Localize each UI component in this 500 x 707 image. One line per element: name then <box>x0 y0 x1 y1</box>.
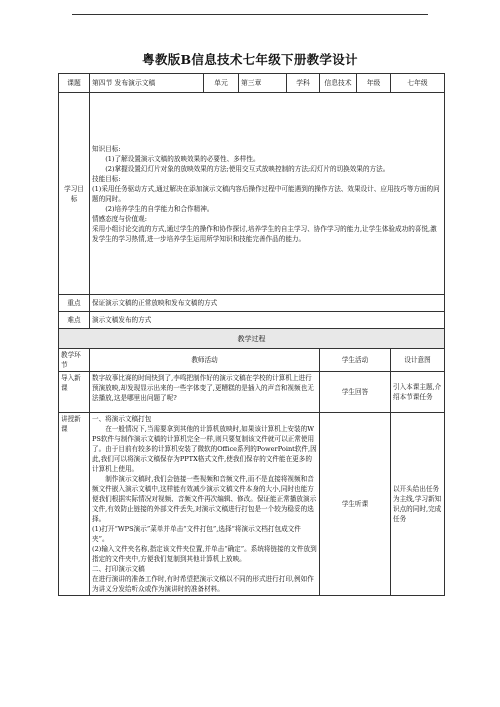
student-cell: 学生听课 <box>320 413 391 596</box>
objective-line: (2)掌握设置幻灯片对象的放映效果的方法;使用交互式放映控制的方法;幻灯片的切换效果的方法。 <box>105 164 390 173</box>
difficulty-label: 难点 <box>59 312 90 329</box>
key-point-value: 保证演示文稿的正常放映和发布文稿的方式 <box>90 295 445 312</box>
process-columns-row <box>59 349 445 372</box>
teacher-text: (1)打开“WPS演示”菜单并单击“文件打包”,选择“将演示文档打包成文件夹”。 <box>92 525 301 543</box>
column-intent: 设计意图 <box>391 349 445 372</box>
lesson-plan-table <box>58 73 445 596</box>
teacher-cell <box>90 413 320 596</box>
lesson-label: 课题 <box>59 74 90 93</box>
process-heading: 教学过程 <box>59 329 445 349</box>
key-point-label: 重点 <box>59 295 90 312</box>
lesson-value: 第四节 发布演示文稿 <box>90 74 204 93</box>
teacher-text: 在一般情况下,当需要拿到其他的计算机放映时,如果该计算机上安装的WPS软件与制作演示文稿的计算机完全一样,则只要复制该文件就可以正常使用了。由于目前有较多的计算机安装了微软的Office系列的PowerPoint软件,因此,我们可以将演示文稿保存为PPTX格式文件,使我们保存的文件能在更多的计算机上使用。 <box>92 425 317 473</box>
process-row-new <box>59 413 445 596</box>
document-title: 粤教版B信息技术七年级下册教学设计 <box>142 52 358 67</box>
unit-value: 第三章 <box>239 74 287 93</box>
objective-line: 知识目标: <box>92 144 121 153</box>
teacher-text: 数字故事比赛的时间快到了,李鸣把制作好的演示文稿在学校的计算机上进行预演放映,却发现显示出来的一些字体变了,更糟糕的是插入的声音和视频也无法播放,这是哪里出问题了呢? <box>92 374 314 402</box>
grade-label: 年级 <box>357 74 391 93</box>
objective-line: (1)采用任务驱动方式,通过解决在添加演示文稿内容后操作过程中可能遇到的操作方法、效果设计、应用技巧等方面的问题的同时。 <box>92 184 440 203</box>
teacher-text: 制作演示文稿时,我们会链接一些视频和音频文件,而不是直接将视频和音频文件嵌入演示文稿中,这样能有效减少演示文稿文件本身的大小,同时也能方便我们根据实际情况对视频、音频文件再次编辑、修改。保证能正常播放演示文件,有效防止链接的外部文件丢失,对演示文稿进行打包是一个较为稳妥的选择。 <box>92 475 317 523</box>
column-stage: 教学环节 <box>59 349 90 372</box>
objective-line: 情感态度与价值观: <box>92 214 147 223</box>
teacher-text: 二、打印演示文稿 <box>92 565 145 573</box>
teacher-text: 在进行演讲的准备工作时,有时希望把演示文稿以不同的形式进行打印,例如作为讲义分发给听众或作为演讲时的准备材料。 <box>92 575 314 593</box>
column-teacher: 教师活动 <box>90 349 320 372</box>
key-point-row <box>59 295 445 312</box>
intent-cell: 以开头给出任务为主线,学习新知识点的同时,完成任务 <box>391 413 445 596</box>
page-top-rule <box>72 14 428 15</box>
stage-cell: 讲授新课 <box>59 413 90 596</box>
process-heading-row <box>59 329 445 349</box>
objectives-row <box>59 93 445 295</box>
student-cell: 学生回答 <box>320 372 391 413</box>
unit-label: 单元 <box>204 74 239 93</box>
objective-line: 技能目标: <box>92 174 121 183</box>
objectives-label: 学习目标 <box>59 93 90 295</box>
difficulty-row <box>59 312 445 329</box>
subject-label: 学科 <box>287 74 320 93</box>
objective-line: (2)培养学生的自学能力和合作精神。 <box>105 204 214 213</box>
difficulty-value: 演示文稿发布的方式 <box>90 312 445 329</box>
teacher-cell <box>90 372 320 413</box>
stage-cell: 导入新课 <box>59 372 90 413</box>
objectives-content <box>90 93 445 295</box>
objective-line: (1)了解设置演示文稿的放映效果的必要性、多样性。 <box>105 154 260 163</box>
column-student: 学生活动 <box>320 349 391 372</box>
teacher-text: 一、将演示文稿打包 <box>92 415 152 423</box>
intent-cell: 引入本课主题,介绍本节课任务 <box>391 372 445 413</box>
objective-line: 采用小组讨论交流的方式,通过学生的操作和协作探讨,培养学生的自主学习、协作学习的能力,让学生体验成功的喜悦,激发学生的学习热情,进一步培养学生运用所学知识和技能完善作品的能力。 <box>92 224 437 243</box>
header-row <box>59 74 445 93</box>
process-row-intro <box>59 372 445 413</box>
teacher-text: (2)输入文件夹名称,指定该文件夹位置,并单击“确定”。系统将链接的文件放到指定的文件夹中,方便我们复制到其他计算机上放映。 <box>92 545 317 563</box>
grade-value: 七年级 <box>391 74 445 93</box>
subject-value: 信息技术 <box>320 74 357 93</box>
